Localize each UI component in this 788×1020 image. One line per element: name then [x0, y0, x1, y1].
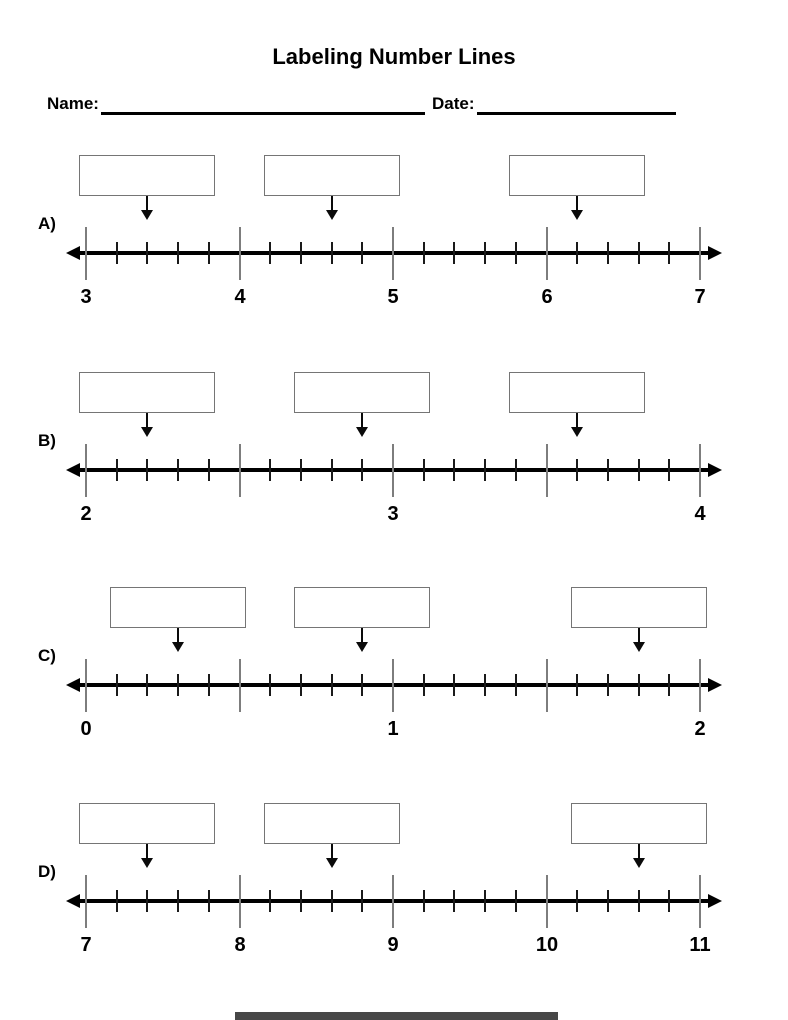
tick-label: 9: [387, 934, 399, 956]
minor-tick: [146, 890, 148, 912]
major-tick: [392, 444, 394, 497]
number-line: [80, 899, 708, 903]
down-arrow-icon: [141, 210, 153, 220]
minor-tick: [484, 459, 486, 481]
minor-tick: [576, 459, 578, 481]
answer-box[interactable]: [264, 803, 400, 844]
down-arrow-icon: [571, 210, 583, 220]
minor-tick: [331, 674, 333, 696]
answer-box[interactable]: [571, 587, 707, 628]
answer-box[interactable]: [509, 155, 645, 196]
minor-tick: [638, 674, 640, 696]
major-tick: [699, 444, 701, 497]
minor-tick: [607, 674, 609, 696]
tick-label: 3: [80, 286, 92, 308]
section-B: [0, 357, 788, 532]
down-arrow-icon: [356, 642, 368, 652]
minor-tick: [453, 674, 455, 696]
minor-tick: [331, 459, 333, 481]
major-tick: [392, 875, 394, 928]
minor-tick: [269, 242, 271, 264]
minor-tick: [668, 890, 670, 912]
down-arrow-shaft: [638, 844, 640, 859]
section-label: A): [38, 214, 56, 233]
minor-tick: [208, 890, 210, 912]
down-arrow-icon: [571, 427, 583, 437]
minor-tick: [331, 890, 333, 912]
minor-tick: [607, 459, 609, 481]
major-tick: [546, 227, 548, 280]
major-tick: [699, 227, 701, 280]
tick-label: 6: [541, 286, 553, 308]
watermark-bar: [235, 1012, 558, 1020]
section-D: [0, 788, 788, 963]
minor-tick: [576, 890, 578, 912]
minor-tick: [361, 890, 363, 912]
section-A: [0, 140, 788, 315]
down-arrow-icon: [633, 858, 645, 868]
name-input-line[interactable]: [101, 112, 425, 115]
minor-tick: [576, 674, 578, 696]
major-tick: [699, 659, 701, 712]
tick-label: 1: [387, 718, 399, 740]
minor-tick: [668, 674, 670, 696]
left-arrowhead-icon: [66, 463, 80, 477]
down-arrow-shaft: [576, 413, 578, 428]
answer-box[interactable]: [509, 372, 645, 413]
tick-label: 4: [694, 503, 706, 525]
minor-tick: [484, 242, 486, 264]
answer-box[interactable]: [79, 372, 215, 413]
minor-tick: [146, 459, 148, 481]
minor-tick: [453, 890, 455, 912]
minor-tick: [423, 459, 425, 481]
minor-tick: [515, 890, 517, 912]
down-arrow-shaft: [331, 196, 333, 211]
section-label: D): [38, 862, 56, 881]
major-tick: [239, 875, 241, 928]
minor-tick: [607, 242, 609, 264]
minor-tick: [177, 242, 179, 264]
minor-tick: [668, 459, 670, 481]
tick-label: 2: [694, 718, 706, 740]
minor-tick: [423, 674, 425, 696]
number-line: [80, 251, 708, 255]
minor-tick: [300, 890, 302, 912]
minor-tick: [423, 242, 425, 264]
left-arrowhead-icon: [66, 894, 80, 908]
tick-label: 5: [387, 286, 399, 308]
major-tick: [392, 659, 394, 712]
answer-box[interactable]: [294, 372, 430, 413]
major-tick: [546, 444, 548, 497]
answer-box[interactable]: [79, 803, 215, 844]
minor-tick: [638, 459, 640, 481]
minor-tick: [300, 459, 302, 481]
minor-tick: [269, 674, 271, 696]
down-arrow-shaft: [576, 196, 578, 211]
minor-tick: [208, 674, 210, 696]
down-arrow-shaft: [177, 628, 179, 643]
minor-tick: [116, 674, 118, 696]
major-tick: [85, 875, 87, 928]
minor-tick: [269, 890, 271, 912]
section-label: B): [38, 431, 56, 450]
right-arrowhead-icon: [708, 894, 722, 908]
major-tick: [85, 444, 87, 497]
answer-box[interactable]: [264, 155, 400, 196]
answer-box[interactable]: [294, 587, 430, 628]
minor-tick: [576, 242, 578, 264]
minor-tick: [668, 242, 670, 264]
major-tick: [239, 659, 241, 712]
minor-tick: [638, 242, 640, 264]
minor-tick: [515, 459, 517, 481]
minor-tick: [116, 890, 118, 912]
date-label: Date:: [432, 94, 475, 113]
page-title: Labeling Number Lines: [272, 44, 516, 69]
minor-tick: [515, 674, 517, 696]
major-tick: [546, 659, 548, 712]
minor-tick: [515, 242, 517, 264]
minor-tick: [116, 242, 118, 264]
major-tick: [392, 227, 394, 280]
minor-tick: [638, 890, 640, 912]
down-arrow-shaft: [638, 628, 640, 643]
major-tick: [546, 875, 548, 928]
section-label: C): [38, 646, 56, 665]
minor-tick: [177, 890, 179, 912]
down-arrow-shaft: [146, 413, 148, 428]
down-arrow-shaft: [361, 628, 363, 643]
minor-tick: [208, 459, 210, 481]
major-tick: [85, 227, 87, 280]
down-arrow-shaft: [361, 413, 363, 428]
minor-tick: [146, 674, 148, 696]
minor-tick: [484, 674, 486, 696]
tick-label: 11: [689, 934, 711, 956]
down-arrow-icon: [172, 642, 184, 652]
minor-tick: [453, 459, 455, 481]
answer-box[interactable]: [79, 155, 215, 196]
minor-tick: [607, 890, 609, 912]
down-arrow-shaft: [146, 196, 148, 211]
down-arrow-icon: [356, 427, 368, 437]
answer-box[interactable]: [110, 587, 246, 628]
minor-tick: [269, 459, 271, 481]
down-arrow-shaft: [331, 844, 333, 859]
down-arrow-icon: [326, 858, 338, 868]
right-arrowhead-icon: [708, 246, 722, 260]
right-arrowhead-icon: [708, 463, 722, 477]
left-arrowhead-icon: [66, 678, 80, 692]
major-tick: [699, 875, 701, 928]
minor-tick: [177, 459, 179, 481]
down-arrow-icon: [633, 642, 645, 652]
tick-label: 3: [387, 503, 399, 525]
down-arrow-icon: [141, 858, 153, 868]
minor-tick: [177, 674, 179, 696]
number-line: [80, 468, 708, 472]
down-arrow-icon: [141, 427, 153, 437]
date-input-line[interactable]: [477, 112, 676, 115]
minor-tick: [453, 242, 455, 264]
minor-tick: [361, 459, 363, 481]
number-line: [80, 683, 708, 687]
down-arrow-icon: [326, 210, 338, 220]
tick-label: 2: [80, 503, 92, 525]
minor-tick: [146, 242, 148, 264]
minor-tick: [484, 890, 486, 912]
tick-label: 7: [80, 934, 92, 956]
minor-tick: [361, 242, 363, 264]
tick-label: 8: [234, 934, 246, 956]
minor-tick: [208, 242, 210, 264]
tick-label: 10: [535, 934, 559, 956]
tick-label: 4: [234, 286, 246, 308]
down-arrow-shaft: [146, 844, 148, 859]
major-tick: [85, 659, 87, 712]
major-tick: [239, 227, 241, 280]
answer-box[interactable]: [571, 803, 707, 844]
minor-tick: [300, 674, 302, 696]
section-C: [0, 572, 788, 747]
minor-tick: [331, 242, 333, 264]
left-arrowhead-icon: [66, 246, 80, 260]
tick-label: 0: [80, 718, 92, 740]
minor-tick: [116, 459, 118, 481]
minor-tick: [423, 890, 425, 912]
right-arrowhead-icon: [708, 678, 722, 692]
name-label: Name:: [47, 94, 99, 113]
minor-tick: [300, 242, 302, 264]
major-tick: [239, 444, 241, 497]
minor-tick: [361, 674, 363, 696]
tick-label: 7: [694, 286, 706, 308]
